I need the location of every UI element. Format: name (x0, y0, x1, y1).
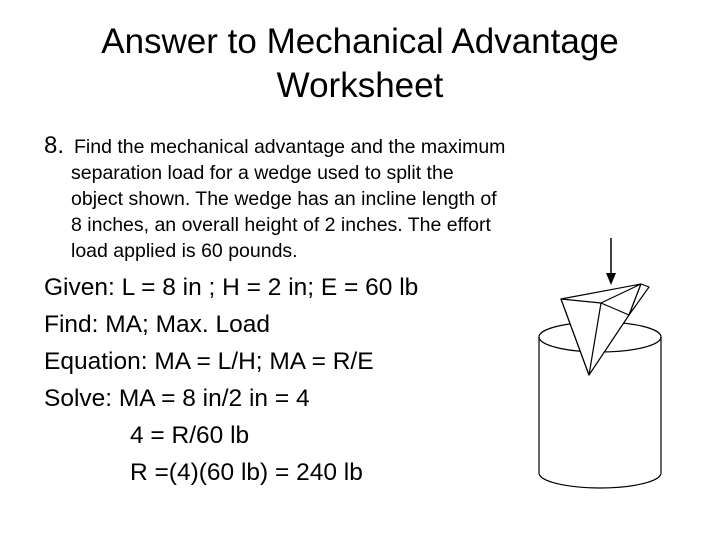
effort-arrow-icon (606, 238, 616, 285)
wedge-icon (561, 284, 649, 375)
title-line-2: Worksheet (276, 66, 444, 105)
solve-step-2: 4 = R/60 lb (130, 422, 250, 449)
problem-text-line-2: separation load for a wedge used to split the (71, 162, 454, 184)
problem-number: 8. (44, 132, 65, 159)
problem-text-line-5: load applied is 60 pounds. (71, 240, 298, 262)
problem-text-line-1: Find the mechanical advantage and the maximum (74, 136, 506, 158)
problem-text-line-4: 8 inches, an overall height of 2 inches. The effort (71, 214, 491, 236)
problem-text-line-3: object shown. The wedge has an incline length of (71, 188, 497, 210)
slide-title (0, 20, 720, 108)
solution-block (44, 269, 418, 491)
title-line-1: Answer to Mechanical Advantage (101, 22, 619, 61)
equation-line: Equation: MA = L/H; MA = R/E (44, 348, 374, 375)
solve-step-3: R =(4)(60 lb) = 240 lb (130, 459, 363, 486)
solve-line: Solve: MA = 8 in/2 in = 4 (44, 385, 310, 412)
wedge-splitting-cylinder-diagram (535, 235, 665, 490)
find-line: Find: MA; Max. Load (44, 311, 271, 338)
given-line: Given: L = 8 in ; H = 2 in; E = 60 lb (44, 274, 419, 301)
problem-first-line (44, 133, 624, 160)
